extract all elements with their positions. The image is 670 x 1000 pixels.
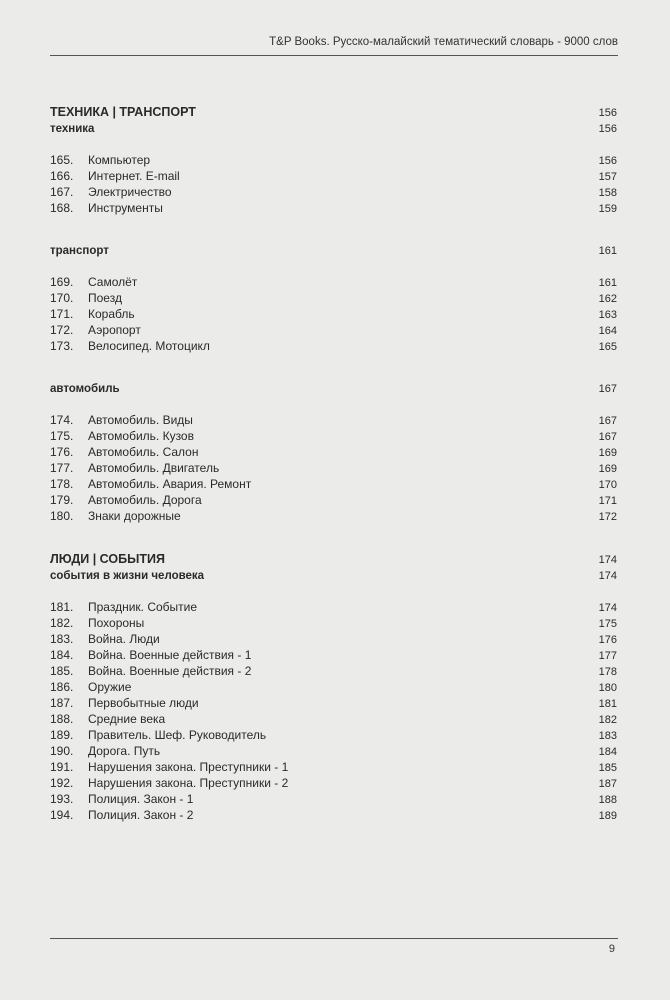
entry-number: 193. xyxy=(50,792,74,806)
entry-page-number: 169 xyxy=(598,463,617,475)
category-spacer xyxy=(50,354,617,381)
toc-entry[interactable] xyxy=(50,168,617,184)
entry-number: 182. xyxy=(50,616,74,630)
toc-entry[interactable] xyxy=(50,428,617,444)
entry-title: Автомобиль. Дорога xyxy=(88,493,202,507)
entry-page-number: 184 xyxy=(598,746,617,758)
entry-number: 180. xyxy=(50,509,74,523)
entry-title: Автомобиль. Виды xyxy=(88,413,193,427)
part-title: ЛЮДИ | СОБЫТИЯ xyxy=(50,552,165,566)
entry-label xyxy=(50,743,160,759)
entry-number: 172. xyxy=(50,323,74,337)
entry-label xyxy=(50,290,122,306)
entry-title: Праздник. Событие xyxy=(88,600,198,614)
entry-title: Полиция. Закон - 2 xyxy=(88,808,194,822)
entry-title: Автомобиль. Кузов xyxy=(88,429,194,443)
toc-category-heading[interactable] xyxy=(50,121,617,137)
toc-entry[interactable] xyxy=(50,599,617,615)
entry-number: 175. xyxy=(50,429,74,443)
entry-page-number: 165 xyxy=(598,341,617,353)
entry-title: Война. Военные действия - 2 xyxy=(88,664,252,678)
entry-number: 186. xyxy=(50,680,74,694)
entry-number: 171. xyxy=(50,307,74,321)
entry-label xyxy=(50,807,193,823)
category-page-number: 161 xyxy=(598,245,617,257)
part-page-number: 156 xyxy=(598,107,617,119)
entry-number: 177. xyxy=(50,461,74,475)
entry-page-number: 172 xyxy=(598,511,617,523)
toc-entry[interactable] xyxy=(50,791,617,807)
entry-label xyxy=(50,274,137,290)
entry-page-number: 169 xyxy=(598,447,617,459)
entry-title: Нарушения закона. Преступники - 1 xyxy=(88,760,289,774)
entry-number: 187. xyxy=(50,696,74,710)
entry-number: 181. xyxy=(50,600,74,614)
entry-number: 176. xyxy=(50,445,74,459)
entry-page-number: 170 xyxy=(598,479,617,491)
entry-page-number: 162 xyxy=(598,293,617,305)
entry-title: Первобытные люди xyxy=(88,696,199,710)
entry-label xyxy=(50,508,181,524)
header-divider xyxy=(50,55,618,56)
entry-page-number: 156 xyxy=(598,155,617,167)
entry-number: 179. xyxy=(50,493,74,507)
category-page-number: 167 xyxy=(598,383,617,395)
heading-spacer xyxy=(50,397,617,412)
page-number: 9 xyxy=(608,943,615,955)
entry-label xyxy=(50,647,251,663)
entry-title: Компьютер xyxy=(88,153,151,167)
entry-number: 188. xyxy=(50,712,74,726)
entry-label xyxy=(50,428,194,444)
toc-entry[interactable] xyxy=(50,679,617,695)
toc-entry[interactable] xyxy=(50,695,617,711)
entry-page-number: 164 xyxy=(598,325,617,337)
toc-entry[interactable] xyxy=(50,647,617,663)
entry-title: Нарушения закона. Преступники - 2 xyxy=(88,776,289,790)
entry-page-number: 167 xyxy=(598,415,617,427)
entry-title: Самолёт xyxy=(88,275,138,289)
entry-number: 174. xyxy=(50,413,74,427)
entry-label xyxy=(50,711,165,727)
entry-title: Электричество xyxy=(88,185,172,199)
entry-label xyxy=(50,200,163,216)
entry-page-number: 175 xyxy=(598,618,617,630)
entry-number: 189. xyxy=(50,728,74,742)
entry-label xyxy=(50,184,172,200)
entry-label xyxy=(50,168,180,184)
heading-spacer xyxy=(50,259,617,274)
entry-page-number: 183 xyxy=(598,730,617,742)
entry-number: 166. xyxy=(50,169,74,183)
entry-label xyxy=(50,695,199,711)
entry-title: Корабль xyxy=(88,307,135,321)
part-title: ТЕХНИКА | ТРАНСПОРТ xyxy=(50,105,196,119)
entry-number: 178. xyxy=(50,477,74,491)
toc-entry[interactable] xyxy=(50,759,617,775)
entry-label xyxy=(50,476,251,492)
entry-page-number: 174 xyxy=(598,602,617,614)
toc-entry[interactable] xyxy=(50,274,617,290)
toc-entry[interactable] xyxy=(50,508,617,524)
entry-page-number: 181 xyxy=(598,698,617,710)
table-of-contents xyxy=(50,104,617,823)
entry-page-number: 159 xyxy=(598,203,617,215)
entry-page-number: 171 xyxy=(598,495,617,507)
entry-number: 191. xyxy=(50,760,74,774)
toc-entry[interactable] xyxy=(50,306,617,322)
toc-entry[interactable] xyxy=(50,322,617,338)
category-page-number: 174 xyxy=(598,570,617,582)
entry-number: 173. xyxy=(50,339,74,353)
toc-entry[interactable] xyxy=(50,615,617,631)
entry-label xyxy=(50,444,198,460)
entry-title: Война. Военные действия - 1 xyxy=(88,648,252,662)
entry-label xyxy=(50,152,150,168)
entry-number: 194. xyxy=(50,808,74,822)
entry-number: 185. xyxy=(50,664,74,678)
toc-category-heading[interactable] xyxy=(50,381,617,397)
entry-title: Инструменты xyxy=(88,201,163,215)
entry-title: Автомобиль. Салон xyxy=(88,445,199,459)
entry-page-number: 158 xyxy=(598,187,617,199)
entry-label xyxy=(50,306,135,322)
entry-number: 184. xyxy=(50,648,74,662)
toc-entry[interactable] xyxy=(50,492,617,508)
entry-title: Велосипед. Мотоцикл xyxy=(88,339,210,353)
entry-label xyxy=(50,599,197,615)
entry-title: Полиция. Закон - 1 xyxy=(88,792,194,806)
entry-page-number: 187 xyxy=(598,778,617,790)
category-title: техника xyxy=(50,123,95,135)
category-spacer xyxy=(50,216,617,243)
toc-category-heading[interactable] xyxy=(50,568,617,584)
entry-page-number: 157 xyxy=(598,171,617,183)
entry-label xyxy=(50,727,266,743)
toc-entry[interactable] xyxy=(50,743,617,759)
entry-page-number: 177 xyxy=(598,650,617,662)
entry-title: Знаки дорожные xyxy=(88,509,181,523)
entry-title: Средние века xyxy=(88,712,166,726)
toc-entry[interactable] xyxy=(50,412,617,428)
toc-entry[interactable] xyxy=(50,807,617,823)
running-header: T&P Books. Русско-малайский тематический словарь - 9000 слов xyxy=(269,36,618,48)
toc-entry[interactable] xyxy=(50,460,617,476)
entry-label xyxy=(50,679,131,695)
entry-page-number: 182 xyxy=(598,714,617,726)
toc-part-heading[interactable] xyxy=(50,104,617,121)
entry-label xyxy=(50,775,288,791)
entry-title: Интернет. E-mail xyxy=(88,169,180,183)
toc-entry[interactable] xyxy=(50,711,617,727)
entry-number: 183. xyxy=(50,632,74,646)
entry-title: Война. Люди xyxy=(88,632,160,646)
entry-label xyxy=(50,631,160,647)
entry-number: 190. xyxy=(50,744,74,758)
entry-number: 170. xyxy=(50,291,74,305)
category-page-number: 156 xyxy=(598,123,617,135)
footer-divider xyxy=(50,938,618,939)
entry-number: 167. xyxy=(50,185,74,199)
entry-page-number: 185 xyxy=(598,762,617,774)
heading-spacer xyxy=(50,584,617,599)
entry-page-number: 176 xyxy=(598,634,617,646)
toc-entry[interactable] xyxy=(50,338,617,354)
entry-label xyxy=(50,663,251,679)
toc-entry[interactable] xyxy=(50,152,617,168)
entry-label xyxy=(50,615,144,631)
entry-label xyxy=(50,460,219,476)
toc-entry[interactable] xyxy=(50,663,617,679)
entry-label xyxy=(50,791,193,807)
entry-title: Поезд xyxy=(88,291,122,305)
toc-entry[interactable] xyxy=(50,200,617,216)
category-title: автомобиль xyxy=(50,383,120,395)
entry-title: Похороны xyxy=(88,616,145,630)
heading-spacer xyxy=(50,137,617,152)
entry-number: 169. xyxy=(50,275,74,289)
toc-entry[interactable] xyxy=(50,476,617,492)
entry-page-number: 163 xyxy=(598,309,617,321)
entry-title: Оружие xyxy=(88,680,132,694)
toc-entry[interactable] xyxy=(50,775,617,791)
part-spacer xyxy=(50,524,617,551)
entry-title: Дорога. Путь xyxy=(88,744,161,758)
entry-label xyxy=(50,759,288,775)
entry-number: 165. xyxy=(50,153,74,167)
entry-title: Правитель. Шеф. Руководитель xyxy=(88,728,267,742)
entry-title: Аэропорт xyxy=(88,323,141,337)
toc-category-heading[interactable] xyxy=(50,243,617,259)
entry-number: 168. xyxy=(50,201,74,215)
entry-page-number: 178 xyxy=(598,666,617,678)
entry-number: 192. xyxy=(50,776,74,790)
entry-page-number: 180 xyxy=(598,682,617,694)
entry-title: Автомобиль. Двигатель xyxy=(88,461,220,475)
toc-entry[interactable] xyxy=(50,444,617,460)
entry-title: Автомобиль. Авария. Ремонт xyxy=(88,477,252,491)
toc-part-heading[interactable] xyxy=(50,551,617,568)
toc-entry[interactable] xyxy=(50,184,617,200)
entry-page-number: 161 xyxy=(598,277,617,289)
toc-entry[interactable] xyxy=(50,631,617,647)
entry-label xyxy=(50,412,193,428)
entry-page-number: 188 xyxy=(598,794,617,806)
category-title: транспорт xyxy=(50,245,109,257)
part-page-number: 174 xyxy=(598,554,617,566)
entry-label xyxy=(50,492,202,508)
entry-label xyxy=(50,338,210,354)
category-title: события в жизни человека xyxy=(50,570,205,582)
entry-label xyxy=(50,322,141,338)
toc-entry[interactable] xyxy=(50,727,617,743)
toc-entry[interactable] xyxy=(50,290,617,306)
entry-page-number: 189 xyxy=(598,810,617,822)
entry-page-number: 167 xyxy=(598,431,617,443)
